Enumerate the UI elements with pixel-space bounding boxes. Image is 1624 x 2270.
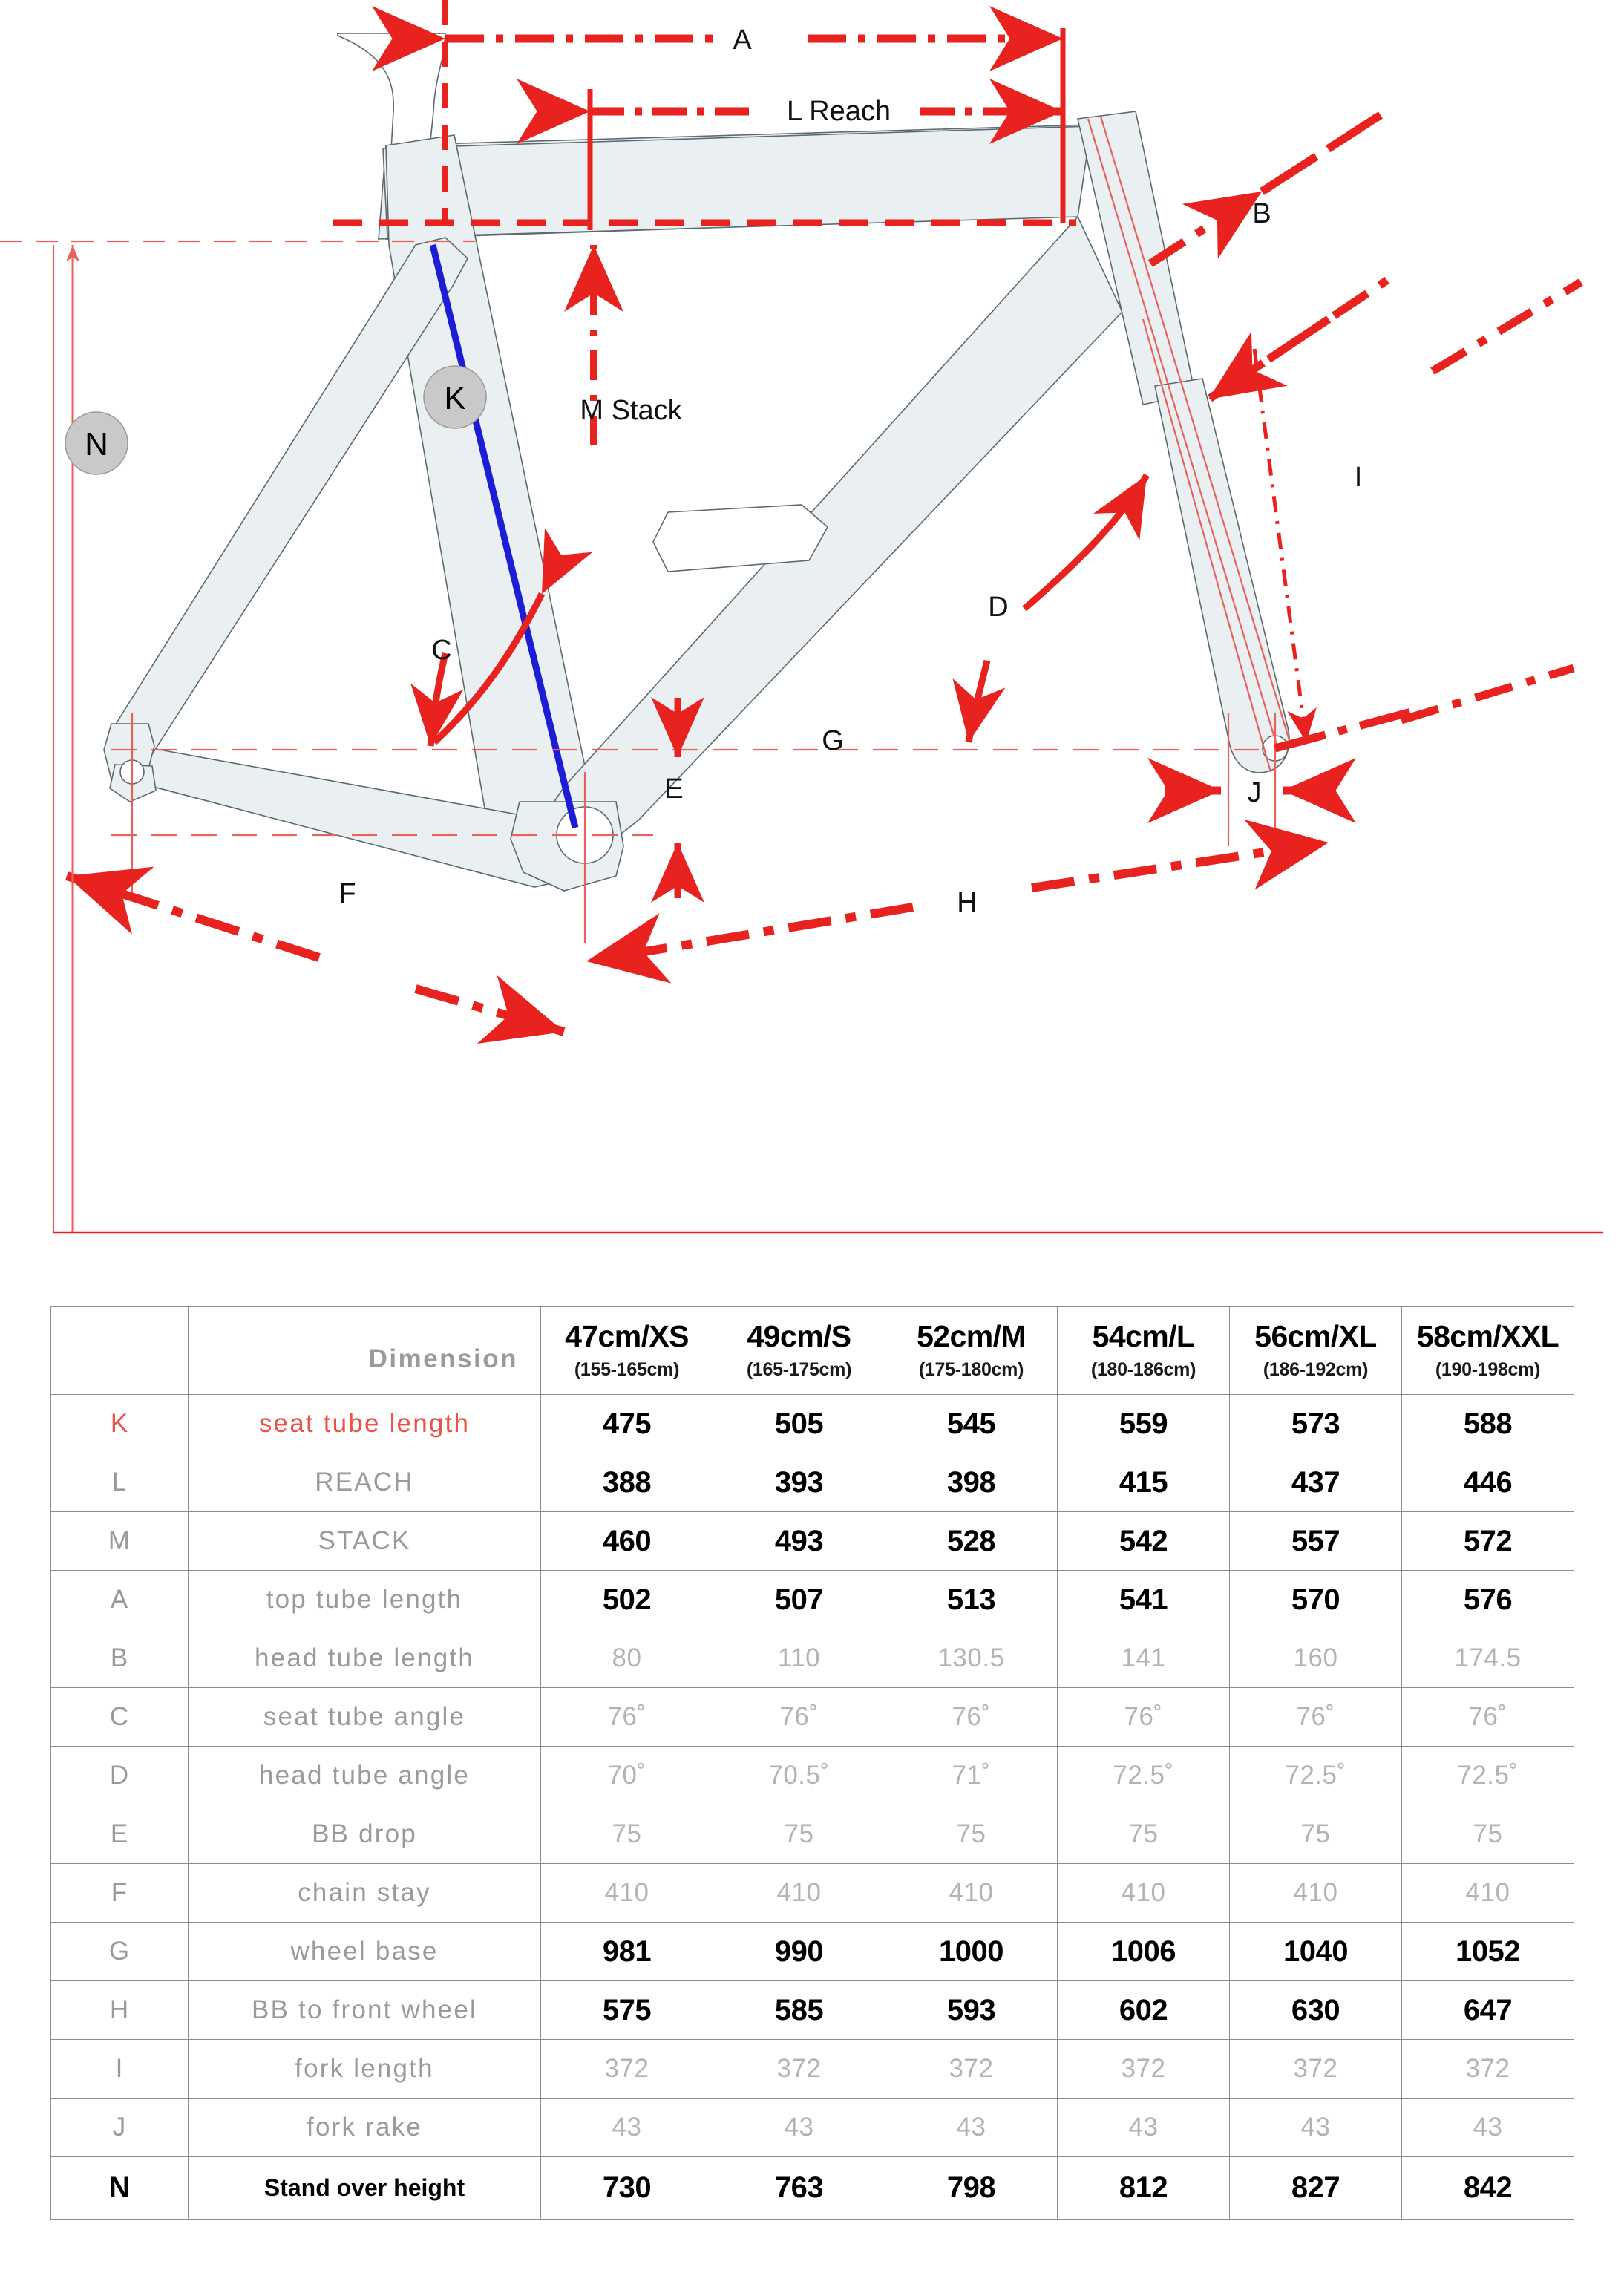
callout-F: F: [338, 878, 356, 909]
callout-J: J: [1247, 777, 1262, 808]
row-value: 43: [541, 2099, 713, 2157]
row-value: 70˚: [541, 1747, 713, 1805]
row-value: 75: [541, 1805, 713, 1864]
row-dimension-name: chain stay: [189, 1864, 541, 1923]
row-value: 647: [1402, 1981, 1574, 2040]
row-value: 372: [1402, 2040, 1574, 2099]
table-row: [51, 1747, 1574, 1805]
header-dimension-label: Dimension: [368, 1344, 518, 1373]
row-value: 372: [1230, 2040, 1402, 2099]
table-row: [51, 1688, 1574, 1747]
row-value: 372: [885, 2040, 1058, 2099]
row-value: 585: [713, 1981, 885, 2040]
callout-A: A: [733, 24, 752, 56]
row-value: 174.5: [1402, 1629, 1574, 1688]
row-dimension-name: fork rake: [189, 2099, 541, 2157]
row-key: E: [51, 1805, 189, 1864]
row-key: M: [51, 1512, 189, 1571]
row-value: 75: [885, 1805, 1058, 1864]
row-value: 410: [885, 1864, 1058, 1923]
row-value: 602: [1058, 1981, 1230, 2040]
row-value: 110: [713, 1629, 885, 1688]
header-size-54: [1058, 1307, 1230, 1395]
row-value: 493: [713, 1512, 885, 1571]
row-value: 990: [713, 1923, 885, 1981]
row-value: 460: [541, 1512, 713, 1571]
row-value: 812: [1058, 2157, 1230, 2220]
row-dimension-name: fork length: [189, 2040, 541, 2099]
row-dimension-name: seat tube angle: [189, 1688, 541, 1747]
callout-E: E: [664, 773, 684, 805]
table-row: [51, 1805, 1574, 1864]
row-key: A: [51, 1571, 189, 1629]
row-value: 1052: [1402, 1923, 1574, 1981]
row-value: 730: [541, 2157, 713, 2220]
table-row: [51, 1981, 1574, 2040]
callout-H: H: [957, 887, 978, 918]
callout-C: C: [431, 635, 452, 666]
table-header-row: [51, 1307, 1574, 1395]
row-value: 1000: [885, 1923, 1058, 1981]
header-size-49-range: (165-175cm): [746, 1358, 852, 1380]
row-key: L: [51, 1453, 189, 1512]
row-value: 72.5˚: [1058, 1747, 1230, 1805]
row-value: 541: [1058, 1571, 1230, 1629]
row-value: 630: [1230, 1981, 1402, 2040]
table-row: [51, 2040, 1574, 2099]
row-dimension-name: Stand over height: [189, 2157, 541, 2220]
row-value: 72.5˚: [1402, 1747, 1574, 1805]
row-dimension-name: head tube length: [189, 1629, 541, 1688]
row-key: G: [51, 1923, 189, 1981]
header-size-47: [541, 1307, 713, 1395]
row-key: N: [51, 2157, 189, 2220]
row-value: 72.5˚: [1230, 1747, 1402, 1805]
geometry-table-body: [51, 1395, 1574, 2220]
table-row: [51, 2157, 1574, 2220]
badge-N: [65, 412, 128, 474]
row-dimension-name: head tube angle: [189, 1747, 541, 1805]
row-value: 410: [1058, 1864, 1230, 1923]
header-size-52-range: (175-180cm): [918, 1358, 1024, 1380]
row-value: 1040: [1230, 1923, 1402, 1981]
row-key: C: [51, 1688, 189, 1747]
header-key-blank: [51, 1307, 189, 1395]
row-value: 502: [541, 1571, 713, 1629]
row-key: K: [51, 1395, 189, 1453]
row-value: 76˚: [713, 1688, 885, 1747]
row-key: I: [51, 2040, 189, 2099]
row-value: 545: [885, 1395, 1058, 1453]
row-value: 981: [541, 1923, 713, 1981]
row-dimension-name: BB drop: [189, 1805, 541, 1864]
row-value: 513: [885, 1571, 1058, 1629]
row-value: 71˚: [885, 1747, 1058, 1805]
table-row: [51, 1923, 1574, 1981]
row-value: 437: [1230, 1453, 1402, 1512]
header-size-58: [1402, 1307, 1574, 1395]
table-row: [51, 1512, 1574, 1571]
row-value: 588: [1402, 1395, 1574, 1453]
header-size-54-name: 54cm/L: [1092, 1319, 1195, 1354]
row-value: 557: [1230, 1512, 1402, 1571]
row-value: 75: [1230, 1805, 1402, 1864]
badge-N-label: N: [85, 426, 108, 462]
callout-M-stack: M Stack: [580, 395, 682, 426]
row-value: 43: [1402, 2099, 1574, 2157]
row-value: 798: [885, 2157, 1058, 2220]
row-value: 410: [1230, 1864, 1402, 1923]
row-key: H: [51, 1981, 189, 2040]
row-value: 372: [1058, 2040, 1230, 2099]
row-value: 75: [1402, 1805, 1574, 1864]
row-value: 763: [713, 2157, 885, 2220]
row-key: F: [51, 1864, 189, 1923]
row-value: 43: [885, 2099, 1058, 2157]
header-size-49-name: 49cm/S: [747, 1319, 851, 1354]
row-value: 507: [713, 1571, 885, 1629]
header-dimension: [189, 1307, 541, 1395]
table-row: [51, 1629, 1574, 1688]
row-value: 130.5: [885, 1629, 1058, 1688]
row-value: 372: [541, 2040, 713, 2099]
row-value: 842: [1402, 2157, 1574, 2220]
row-value: 80: [541, 1629, 713, 1688]
row-value: 76˚: [885, 1688, 1058, 1747]
row-value: 76˚: [1402, 1688, 1574, 1747]
table-row: [51, 1864, 1574, 1923]
row-dimension-name: top tube length: [189, 1571, 541, 1629]
header-size-49: [713, 1307, 885, 1395]
callout-B: B: [1252, 198, 1271, 229]
callout-G: G: [822, 725, 844, 756]
table-row: [51, 2099, 1574, 2157]
row-dimension-name: seat tube length: [189, 1395, 541, 1453]
row-value: 575: [541, 1981, 713, 2040]
header-size-56-name: 56cm/XL: [1254, 1319, 1377, 1354]
row-value: 446: [1402, 1453, 1574, 1512]
header-size-56: [1230, 1307, 1402, 1395]
row-value: 410: [713, 1864, 885, 1923]
row-value: 415: [1058, 1453, 1230, 1512]
header-size-52-name: 52cm/M: [917, 1319, 1026, 1354]
row-dimension-name: BB to front wheel: [189, 1981, 541, 2040]
row-value: 576: [1402, 1571, 1574, 1629]
row-value: 75: [713, 1805, 885, 1864]
geometry-table: [50, 1306, 1574, 2220]
header-size-47-range: (155-165cm): [574, 1358, 680, 1380]
callout-I: I: [1354, 462, 1363, 493]
row-value: 388: [541, 1453, 713, 1512]
header-size-54-range: (180-186cm): [1090, 1358, 1196, 1380]
callout-D: D: [988, 592, 1009, 623]
row-value: 505: [713, 1395, 885, 1453]
badge-K: [424, 366, 486, 428]
row-value: 43: [1058, 2099, 1230, 2157]
row-dimension-name: STACK: [189, 1512, 541, 1571]
table-row: [51, 1571, 1574, 1629]
row-value: 76˚: [1058, 1688, 1230, 1747]
callout-L-reach: L Reach: [786, 96, 891, 127]
row-value: 593: [885, 1981, 1058, 2040]
row-value: 570: [1230, 1571, 1402, 1629]
row-value: 160: [1230, 1629, 1402, 1688]
row-key: J: [51, 2099, 189, 2157]
header-size-47-name: 47cm/XS: [565, 1319, 689, 1354]
row-value: 398: [885, 1453, 1058, 1512]
row-value: 528: [885, 1512, 1058, 1571]
row-value: 76˚: [1230, 1688, 1402, 1747]
row-key: D: [51, 1747, 189, 1805]
row-value: 75: [1058, 1805, 1230, 1864]
row-value: 410: [541, 1864, 713, 1923]
row-value: 1006: [1058, 1923, 1230, 1981]
row-key: B: [51, 1629, 189, 1688]
row-value: 43: [1230, 2099, 1402, 2157]
header-size-58-name: 58cm/XXL: [1416, 1319, 1559, 1354]
row-value: 76˚: [541, 1688, 713, 1747]
row-value: 542: [1058, 1512, 1230, 1571]
table-row: [51, 1395, 1574, 1453]
row-value: 372: [713, 2040, 885, 2099]
header-size-58-range: (190-198cm): [1435, 1358, 1541, 1380]
row-dimension-name: wheel base: [189, 1923, 541, 1981]
badge-K-label: K: [444, 380, 466, 416]
geometry-table-container: [50, 1306, 1574, 2220]
row-value: 827: [1230, 2157, 1402, 2220]
row-value: 43: [713, 2099, 885, 2157]
row-value: 475: [541, 1395, 713, 1453]
table-row: [51, 1453, 1574, 1512]
row-value: 393: [713, 1453, 885, 1512]
row-value: 141: [1058, 1629, 1230, 1688]
bike-frame-outline: [104, 33, 1289, 891]
row-value: 410: [1402, 1864, 1574, 1923]
header-size-52: [885, 1307, 1058, 1395]
row-value: 573: [1230, 1395, 1402, 1453]
row-value: 70.5˚: [713, 1747, 885, 1805]
row-dimension-name: REACH: [189, 1453, 541, 1512]
row-value: 572: [1402, 1512, 1574, 1571]
row-value: 559: [1058, 1395, 1230, 1453]
header-size-56-range: (186-192cm): [1263, 1358, 1369, 1380]
